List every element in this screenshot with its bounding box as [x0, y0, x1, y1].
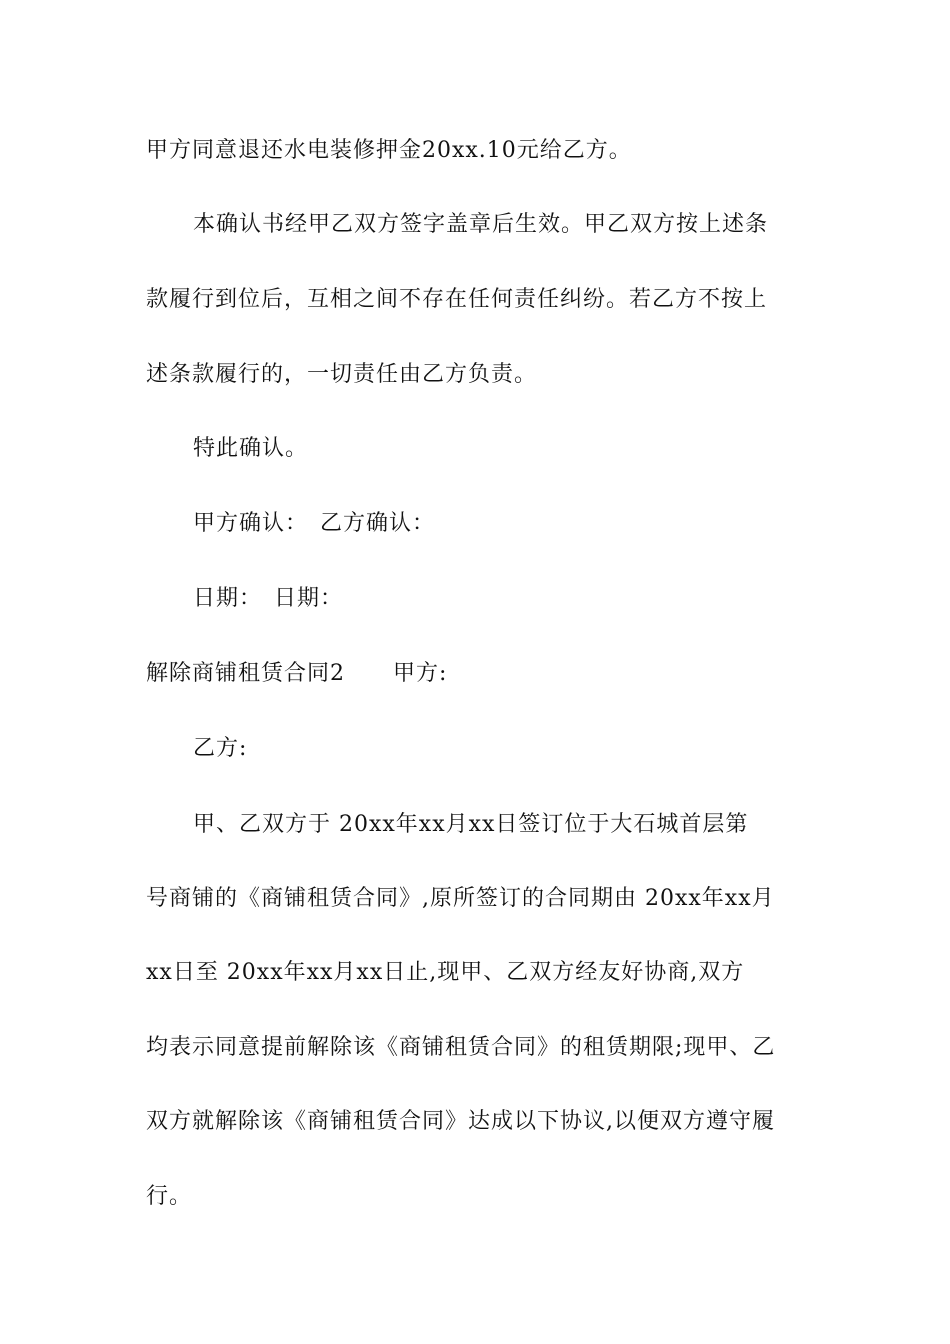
paragraph-line: 号商铺的《商铺租赁合同》,原所签订的合同期由 20xx年xx月 — [146, 886, 775, 911]
section-title: 解除商铺租赁合同2 — [146, 661, 345, 686]
paragraph-line: 款履行到位后，互相之间不存在任何责任纠纷。若乙方不按上 — [146, 287, 768, 312]
signature-line: 甲方确认： 乙方确认： — [193, 511, 436, 536]
paragraph-line: 本确认书经甲乙双方签字盖章后生效。甲乙双方按上述条 — [193, 212, 769, 237]
paragraph-line: 甲方同意退还水电装修押金20xx.10元给乙方。 — [146, 138, 632, 163]
paragraph-line: 甲、乙双方于 20xx年xx月xx日签订位于大石城首层第 — [193, 812, 749, 837]
party-b-label: 乙方: — [193, 736, 248, 761]
paragraph-line: 特此确认。 — [193, 436, 309, 461]
paragraph-line: xx日至 20xx年xx月xx日止,现甲、乙双方经友好协商,双方 — [146, 960, 745, 985]
party-a-label: 甲方: — [393, 661, 448, 686]
section-title-line — [146, 659, 447, 689]
date-line: 日期： 日期： — [193, 586, 344, 611]
paragraph-line: 均表示同意提前解除该《商铺租赁合同》的租赁期限;现甲、乙 — [146, 1035, 776, 1060]
paragraph-line: 行。 — [146, 1184, 193, 1209]
paragraph-line: 述条款履行的，一切责任由乙方负责。 — [146, 362, 538, 387]
paragraph-line: 双方就解除该《商铺租赁合同》达成以下协议,以便双方遵守履 — [146, 1109, 775, 1134]
